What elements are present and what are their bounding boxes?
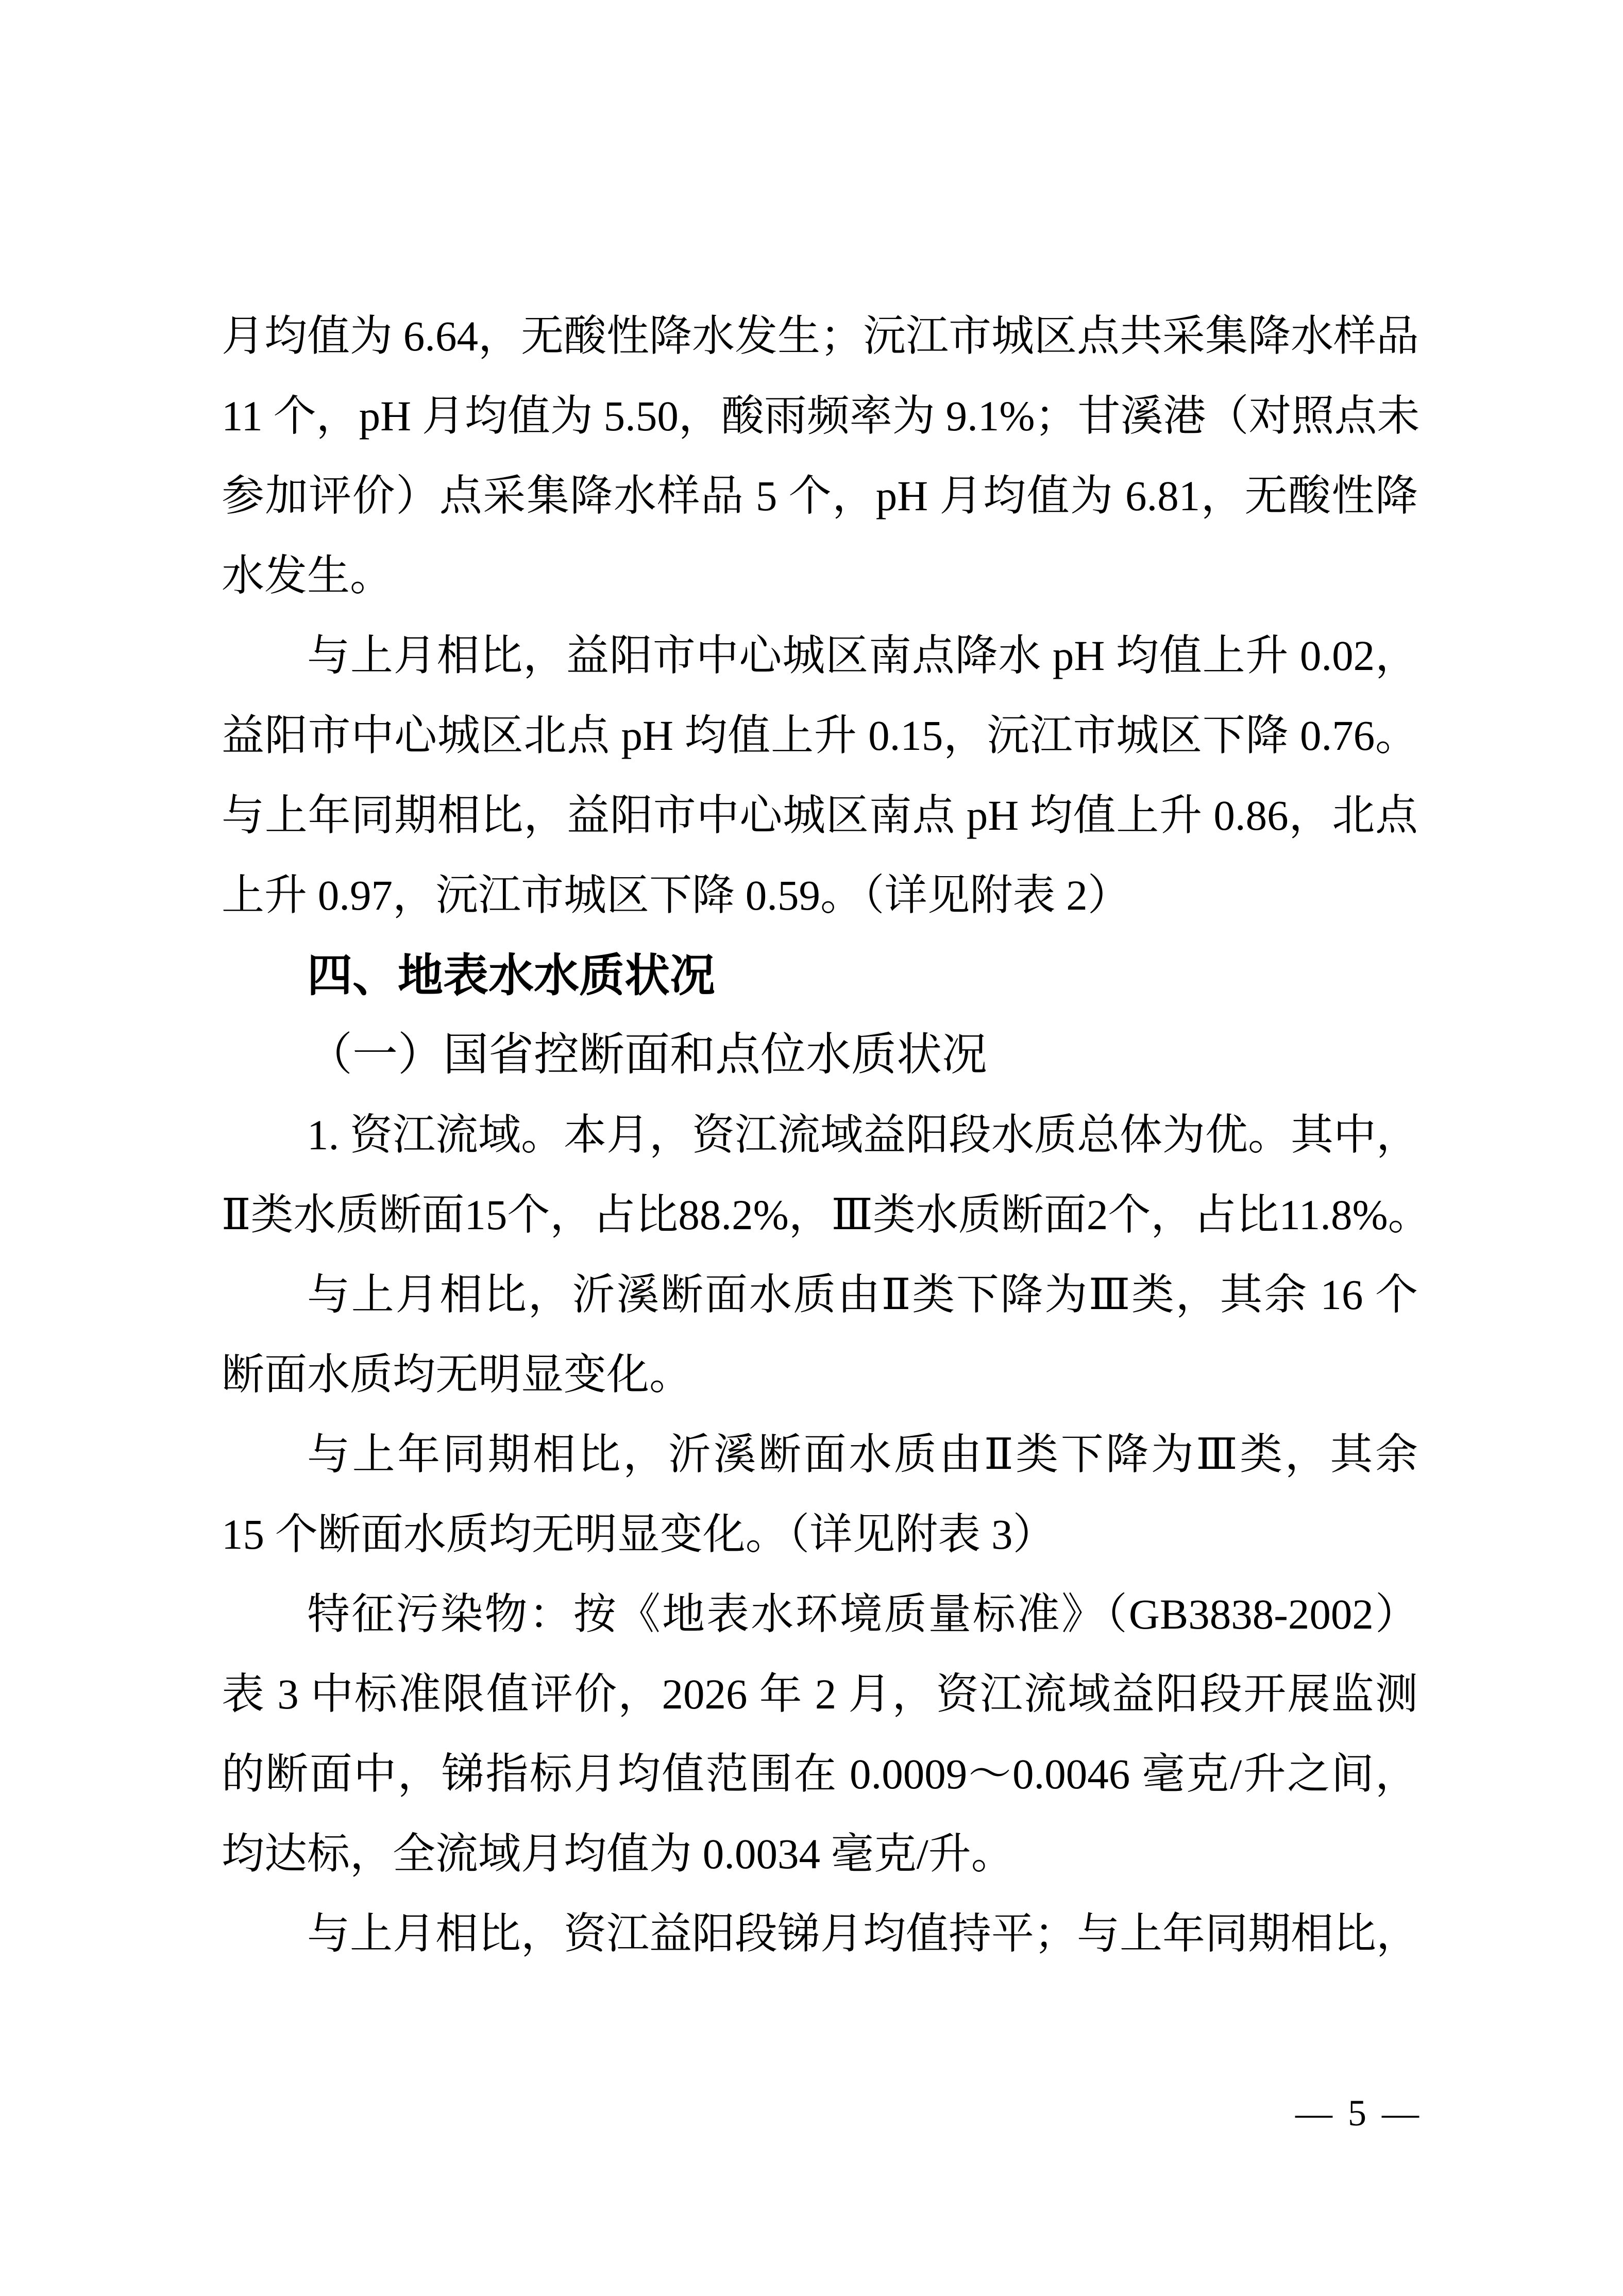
body-text-line: 的断面中，锑指标月均值范围在 0.0009～0.0046 毫克/升之间， [222, 1750, 1418, 1798]
paragraph [222, 1095, 1431, 1255]
body-text-line: 与上月相比，资江益阳段锑月均值持平；与上年同期相比， [307, 1910, 1419, 1957]
document-body [222, 296, 1431, 1974]
paragraph [222, 1574, 1418, 1894]
paragraph [222, 1255, 1418, 1415]
heading-block [222, 935, 1418, 1015]
body-text-line: 15 个断面水质均无明显变化。（详见附表 3） [222, 1511, 1056, 1558]
paragraph [222, 296, 1418, 616]
body-text-line: 上升 0.97，沅江市城区下降 0.59。（详见附表 2） [222, 872, 1130, 919]
page-number: — 5 — [1295, 2092, 1422, 2134]
paragraph [222, 1415, 1418, 1574]
body-text-line: 与上年同期相比，沂溪断面水质由Ⅱ类下降为Ⅲ类，其余 [307, 1431, 1418, 1478]
body-text-line: 11 个，pH 月均值为 5.50，酸雨频率为 9.1%；甘溪港（对照点未 [222, 392, 1420, 440]
body-text-line: 益阳市中心城区北点 pH 均值上升 0.15，沅江市城区下降 0.76。 [222, 712, 1418, 759]
body-text-line: 与上年同期相比，益阳市中心城区南点 pH 均值上升 0.86，北点 [222, 792, 1418, 839]
body-text-line: 与上月相比，益阳市中心城区南点降水 pH 均值上升 0.02， [307, 632, 1418, 679]
body-text-line: 特征污染物：按《地表水环境质量标准》（GB3838-2002） [307, 1590, 1418, 1638]
section-heading-level1: 四、地表水水质状况 [307, 950, 716, 1001]
body-text-line: 表 3 中标准限值评价，2026 年 2 月，资江流域益阳段开展监测 [222, 1670, 1418, 1718]
paragraph [222, 1894, 1418, 1974]
body-text-line: 与上月相比，沂溪断面水质由Ⅱ类下降为Ⅲ类，其余 16 个 [307, 1271, 1418, 1318]
heading-block [222, 1015, 1418, 1095]
body-text-line: 断面水质均无明显变化。 [222, 1351, 692, 1398]
body-text-line: 均达标，全流域月均值为 0.0034 毫克/升。 [222, 1830, 1014, 1878]
page-footer [222, 2087, 1422, 2139]
body-text-line: 水发生。 [222, 552, 393, 599]
paragraph [222, 616, 1418, 935]
body-text-line: 1. 资江流域。本月，资江流域益阳段水质总体为优。其中， [307, 1111, 1419, 1159]
section-heading-level2: （一）国省控断面和点位水质状况 [307, 1030, 988, 1080]
body-text-line: 月均值为 6.64，无酸性降水发生；沅江市城区点共采集降水样品 [222, 312, 1419, 360]
body-text-line: Ⅱ类水质断面15个，占比88.2%，Ⅲ类水质断面2个，占比11.8%。 [222, 1191, 1431, 1238]
body-text-line: 参加评价）点采集降水样品 5 个，pH 月均值为 6.81，无酸性降 [222, 472, 1418, 519]
